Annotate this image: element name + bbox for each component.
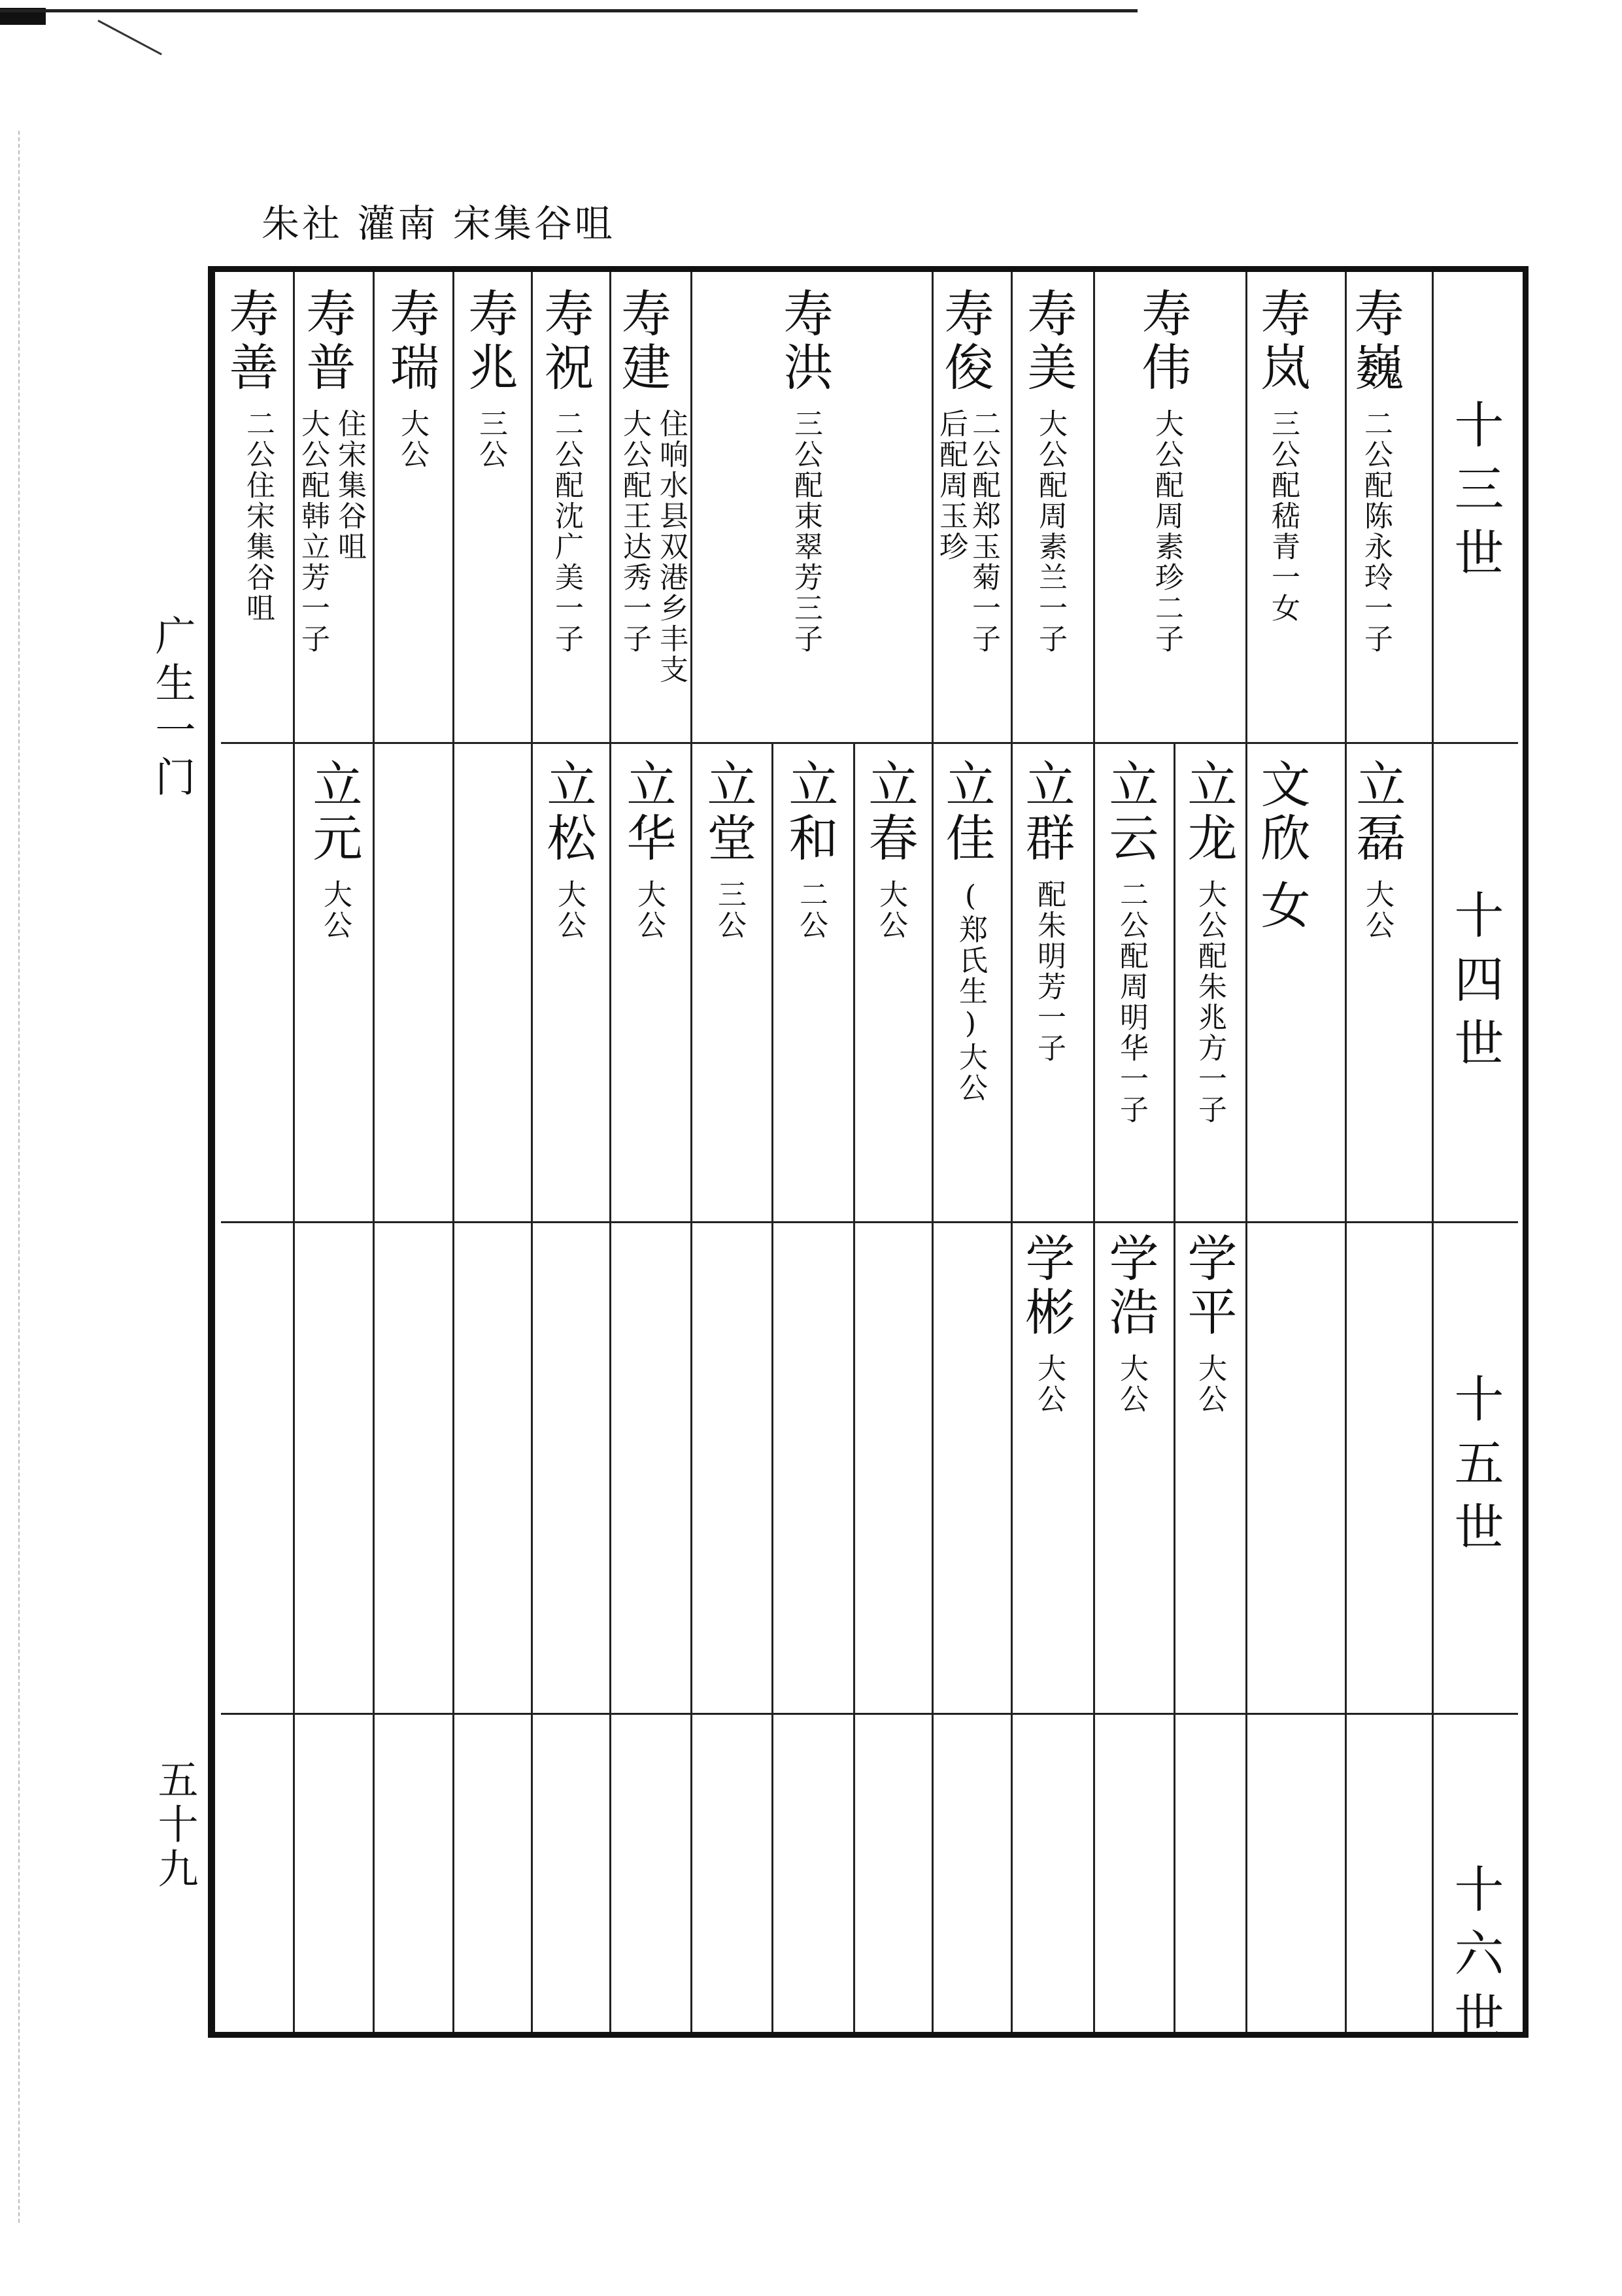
person-name: 学浩 [1101,1232,1159,1340]
person-name: 立春 [860,758,919,866]
person-note: 女 [1253,879,1311,933]
person-note: 三公 [713,879,746,941]
top-rule [0,9,1138,12]
column-line [771,742,773,2032]
person-name: 寿巍 [1346,288,1404,395]
person-note: 大公 [1360,879,1394,941]
column-line [373,272,375,2032]
person-note: 二公住宋集谷咀 [241,409,275,624]
person-name: 寿建 [613,288,671,395]
person-note: 大公 [632,879,666,941]
person-note: 大公 [1032,1353,1066,1415]
person-name: 寿岚 [1253,288,1311,395]
person-note-secondary: 后配周玉珍 [934,409,968,562]
generation-14-label: 十四世 [1446,889,1504,1081]
column-line [531,272,533,2032]
person-name: 文欣 [1253,758,1311,866]
person-name: 立龙 [1179,758,1238,866]
person-note: 三公 [474,409,507,470]
person-note: 大公 [318,879,352,941]
person-name: 寿瑞 [382,288,440,395]
page-header: 朱社 灌南 宋集谷咀 [262,201,615,246]
person-note: 二公配沈广美一子 [550,409,583,654]
person-note-secondary: 大公配韩立芳一子 [296,409,329,654]
person-name: 寿祝 [536,288,594,395]
generation-16-label: 十六世 [1446,1863,1504,2055]
person-note: 二公 [794,879,828,941]
person-note-secondary: 大公配王达秀一子 [618,409,651,654]
person-note: 二公配陈永玲一子 [1359,409,1393,654]
person-name: 立和 [781,758,839,866]
column-line [293,272,295,2032]
column-line [1011,272,1013,2032]
person-note: (郑氏生)大公 [954,879,987,1104]
person-name: 立云 [1101,758,1159,866]
person-note: 大公配朱兆方一子 [1193,879,1226,1125]
generation-13-label: 十三世 [1446,399,1504,591]
person-note: 大公 [874,879,907,941]
band-separator [221,1221,1518,1223]
person-name: 立群 [1017,758,1075,866]
generation-15-label: 十五世 [1446,1373,1504,1565]
person-note: 大公 [552,879,586,941]
person-note: 二公配周明华一子 [1115,879,1148,1125]
person-name: 立元 [305,758,363,866]
person-note: 大公 [1193,1353,1226,1415]
person-name: 立堂 [699,758,757,866]
column-line [932,272,934,2032]
person-name: 学彬 [1017,1232,1075,1340]
person-note: 二公配郑玉菊一子 [967,409,1000,654]
person-note: 大公配周素兰一子 [1034,409,1067,654]
margin-line [18,131,20,2223]
person-note: 配朱明芳一子 [1032,879,1066,1064]
column-line [690,272,692,2032]
person-name: 寿善 [221,288,279,395]
column-line [452,272,454,2032]
person-name: 立佳 [938,758,996,866]
person-note: 三公配束翠芳三子 [789,409,822,654]
scan-stroke [97,20,162,55]
column-line [1245,272,1247,2032]
column-line [609,272,611,2032]
person-note: 大公 [396,409,429,470]
person-name: 学平 [1179,1232,1238,1340]
band-separator [221,1713,1518,1715]
person-name: 寿普 [298,288,356,395]
column-line [1093,272,1095,2032]
person-note: 大公配周素珍二子 [1150,409,1183,654]
person-name: 寿俊 [936,288,994,395]
person-name: 寿兆 [460,288,518,395]
person-name: 立华 [618,758,677,866]
person-name: 寿伟 [1134,288,1192,395]
branch-label: 广生一门 [148,615,196,803]
page-number: 五十九 [151,1759,199,1892]
band-separator [221,742,1518,744]
person-name: 寿洪 [775,288,834,395]
person-note: 大公 [1115,1353,1148,1415]
genealogy-table [208,266,1529,2038]
generation-column-separator [1432,272,1434,2032]
column-line [1345,272,1347,2032]
person-note: 住宋集谷咀 [333,409,366,562]
column-line [853,742,855,2032]
person-name: 立磊 [1348,758,1406,866]
column-line [1174,742,1175,2032]
person-name: 寿美 [1019,288,1077,395]
person-note: 住响水县双港乡丰支 [654,409,688,685]
person-note: 三公配嵇青一女 [1266,409,1300,624]
person-name: 立松 [539,758,597,866]
